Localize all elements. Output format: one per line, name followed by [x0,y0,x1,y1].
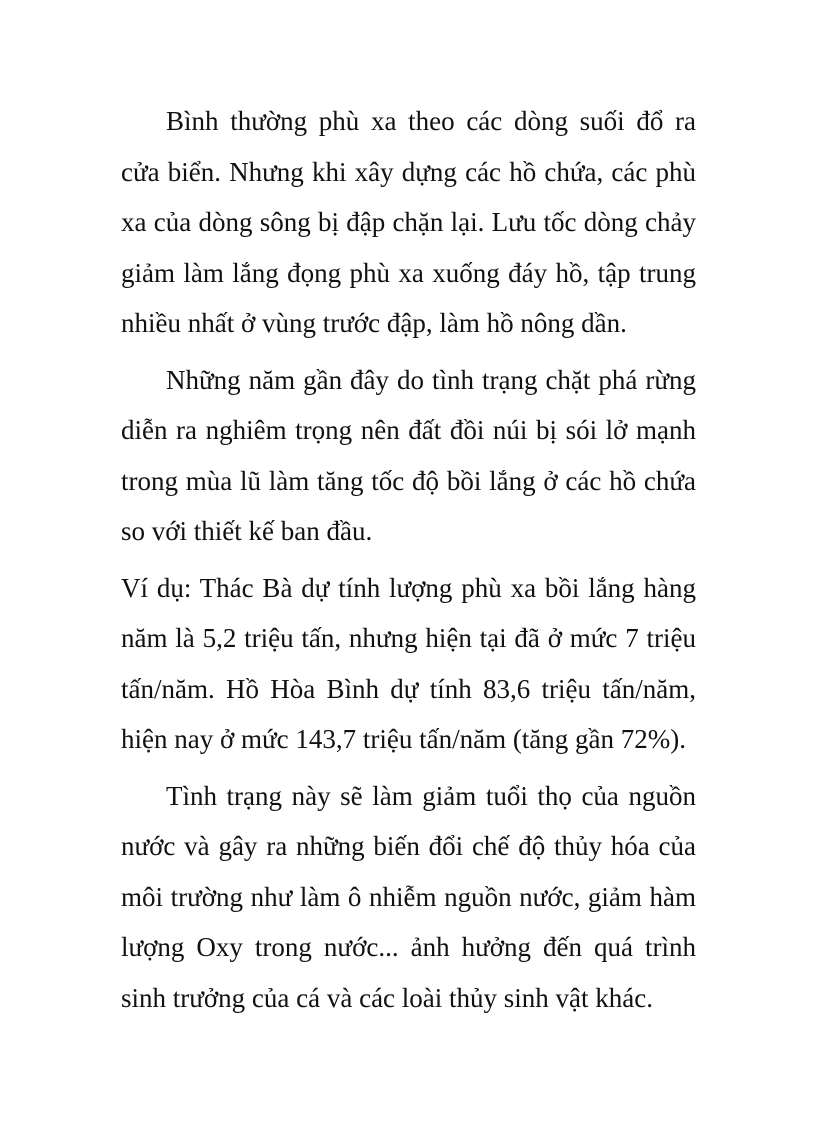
paragraph-water-quality-impact: Tình trạng này sẽ làm giảm tuổi thọ của nguồn nước và gây ra những biến đổi chế độ thủy hóa của môi trường như làm ô nhiễm nguồn nước, giảm hàm lượng Oxy trong nước... ảnh hưởng đến quá trình sinh trưởng của cá và các loài thủy sinh vật khác. [121,780,696,1013]
document-page [121,96,696,1023]
paragraph-sediment-deposition: Bình thường phù xa theo các dòng suối đổ ra cửa biển. Nhưng khi xây dựng các hồ chứa, các phù xa của dòng sông bị đập chặn lại. Lưu tốc dòng chảy giảm làm lắng đọng phù xa xuống đáy hồ, tập trung nhiều nhất ở vùng trước đập, làm hồ nông dần. [121,106,696,338]
paragraph-example-thac-ba-hoa-binh: Ví dụ: Thác Bà dự tính lượng phù xa bồi lắng hàng năm là 5,2 triệu tấn, nhưng hiện tại đã ở mức 7 triệu tấn/năm. Hồ Hòa Bình dự tính 83,6 triệu tấn/năm, hiện nay ở mức 143,7 triệu tấn/năm (tăng gần 72%). [121,572,696,754]
paragraph-deforestation-erosion: Những năm gần đây do tình trạng chặt phá rừng diễn ra nghiêm trọng nên đất đồi núi bị sói lở mạnh trong mùa lũ làm tăng tốc độ bồi lắng ở các hồ chứa so với thiết kế ban đầu. [121,364,696,546]
